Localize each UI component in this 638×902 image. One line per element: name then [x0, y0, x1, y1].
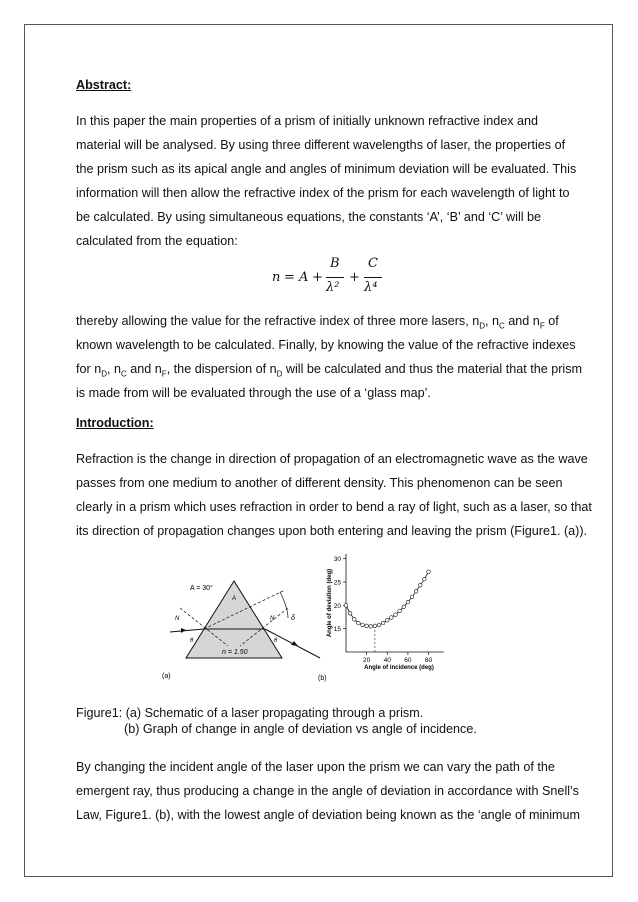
abstract-line: calculated from the equation: — [76, 234, 238, 248]
data-point — [377, 623, 381, 627]
introduction-line: passes from one medium to another of different density. This phenomenon can be seen — [76, 476, 563, 490]
introduction-line: Refraction is the change in direction of propagation of an electromagnetic wave as the wave — [76, 452, 588, 466]
deviation-chart — [306, 548, 456, 686]
eq-fraction-bar — [326, 277, 344, 278]
panel-a-label: (a) — [162, 673, 171, 680]
y-axis-title: Angle of deviation (deg) — [327, 568, 333, 638]
y-tick-label: 30 — [333, 556, 341, 564]
abstract-after-line: thereby allowing the value for the refractive index of three more lasers, $n_D$, $n_C$ and $n_F$ of — [76, 314, 559, 331]
abstract-heading: Abstract: — [76, 78, 132, 92]
y-tick-label: 20 — [333, 602, 341, 610]
incident-ray — [170, 629, 204, 632]
x-tick-label: 80 — [424, 657, 433, 664]
eq-c: C — [368, 256, 378, 271]
refractive-index-label: n = 1.50 — [222, 649, 248, 656]
data-point — [373, 624, 377, 628]
data-point — [410, 595, 414, 599]
data-point — [414, 590, 418, 594]
data-point — [418, 583, 422, 587]
data-point — [406, 600, 410, 604]
eq-equals: = — [284, 270, 295, 285]
data-point — [369, 625, 373, 629]
eq-a: A — [299, 270, 309, 285]
abstract-line: material will be analysed. By using three different wavelengths of laser, the properties of — [76, 138, 566, 152]
abstract-line: the prism such as its apical angle and angles of minimum deviation will be evaluated. This — [76, 162, 577, 176]
abstract-line: information will then allow the refractive index of the prism for each wavelength of light to — [76, 186, 570, 200]
normal-right-label: N — [270, 616, 275, 622]
deviation-arc — [280, 592, 288, 618]
dispersion-equation — [272, 256, 382, 300]
data-point — [365, 624, 369, 628]
x-axis-title: Angle of incidence (deg) — [364, 665, 434, 671]
data-point — [398, 609, 402, 613]
series-line — [346, 572, 429, 627]
x-tick-label: 20 — [363, 657, 371, 664]
introduction-line: its direction of propagation changes upon both entering and leaving the prism (Figure1. (a)). — [76, 524, 588, 538]
data-point — [381, 621, 385, 625]
y-tick-label: 25 — [333, 579, 341, 587]
closing-line: By changing the incident angle of the laser upon the prism we can vary the path of the — [76, 760, 555, 774]
y-tick-label: 15 — [333, 626, 341, 634]
figure-caption-line2: (b) Graph of change in angle of deviation vs angle of incidence. — [124, 722, 477, 736]
theta-left-label: θ — [190, 638, 194, 644]
prism-shape — [186, 581, 282, 658]
eq-plus: + — [312, 270, 323, 285]
eq-b: B — [330, 256, 340, 271]
data-point — [361, 623, 365, 627]
eq-plus: + — [349, 270, 360, 285]
chart-series — [344, 570, 430, 652]
data-point — [390, 616, 394, 620]
x-tick-label: 40 — [383, 657, 391, 664]
panel-b-label: (b) — [318, 675, 327, 682]
data-point — [352, 618, 356, 622]
data-point — [402, 605, 406, 609]
apex-inner-label: A — [232, 596, 237, 602]
introduction-heading: Introduction: — [76, 416, 154, 430]
data-point — [357, 621, 361, 625]
data-point — [344, 604, 348, 608]
abstract-after-line: is made from will be evaluated through the use of a ‘glass map’. — [76, 386, 431, 400]
eq-n: n — [272, 270, 281, 285]
apex-angle-label: A = 30° — [190, 585, 213, 592]
eq-fraction-bar — [364, 277, 382, 278]
theta-right-label: θ — [274, 638, 278, 644]
abstract-after-line: for $n_D$, $n_C$ and $n_F$, the dispersion of $n_D$ will be calculated and thus the material that the prism — [76, 362, 582, 379]
data-point — [427, 570, 431, 574]
delta-label: δ — [291, 615, 295, 622]
data-point — [385, 618, 389, 622]
closing-line: Law, Figure1. (b), with the lowest angle of deviation being known as the ‘angle of minimum — [76, 808, 581, 822]
abstract-after-line: known wavelength to be calculated. Finally, by knowing the value of the refractive indexes — [76, 338, 576, 352]
figure-caption-line1: Figure1: (a) Schematic of a laser propagating through a prism. — [76, 706, 424, 720]
abstract-line: be calculated. By using simultaneous equations, the constants ‘A’, ‘B’ and ‘C’ will be — [76, 210, 542, 224]
normal-left-label: N — [175, 616, 180, 622]
data-point — [348, 611, 352, 615]
abstract-line: In this paper the main properties of a prism of initially unknown refractive index and — [76, 114, 539, 128]
data-point — [394, 613, 398, 617]
x-tick-label: 60 — [404, 657, 412, 664]
eq-lambda4: λ⁴ — [364, 280, 378, 295]
eq-lambda2: λ² — [326, 280, 340, 295]
closing-line: emergent ray, thus producing a change in the angle of deviation in accordance with Snell’s — [76, 784, 579, 798]
data-point — [423, 577, 427, 581]
introduction-line: clearly in a prism which uses refraction in order to bend a ray of light, such as a laser, so that — [76, 500, 592, 514]
